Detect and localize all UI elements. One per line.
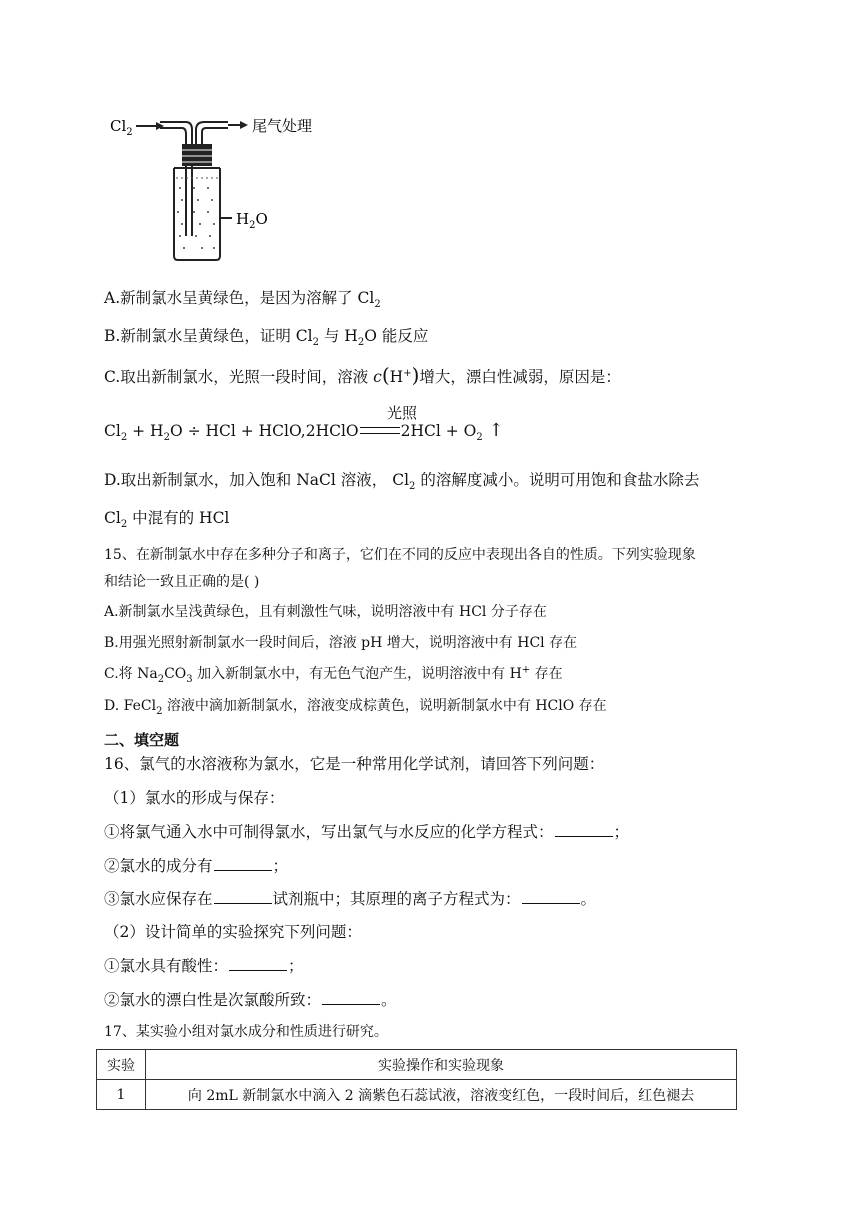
q16-part1: （1）氯水的形成与保存： <box>104 789 285 807</box>
q14-equation: 光照 $Cl_2 + H_2O$ ÷ HCl + HClO,2HClO $2HCl + O_2$ ↑ <box>104 404 504 444</box>
table-cell: 1 <box>97 1080 146 1110</box>
answer-blank <box>522 889 580 904</box>
table-cell: 向 2mL 新制氯水中滴入 2 滴紫色石蕊试液，溶液变红色，一段时间后，红色褪去 <box>146 1080 737 1110</box>
q15-option-b: B.用强光照射新制氯水一段时间后，溶液 pH 增大，说明溶液中有 HCl 存在 <box>104 635 578 651</box>
inlet-label: $Cl_2$ <box>110 117 133 138</box>
inlet-tube <box>160 122 192 236</box>
answer-blank <box>322 990 380 1005</box>
q15-option-a: A.新制氯水呈浅黄绿色，且有刺激性气味，说明溶液中有 HCl 分子存在 <box>104 604 547 620</box>
liquid-dots <box>177 187 215 249</box>
liquid-label: $H_2O$ <box>236 210 268 231</box>
q16-item2: ②氯水的成分有 ； <box>104 857 289 875</box>
q16-item3: ③氯水应保存在 试剂瓶中；其原理的离子方程式为： 。 <box>104 890 597 908</box>
q15-option-c: C.将 $Na_2CO_3$ 加入新制氯水中，有无色气泡产生，说明溶液中有 H+ 存在 <box>104 664 563 685</box>
q14-option-a: A.新制氯水呈黄绿色，是因为溶解了 $Cl_2$ <box>104 289 381 311</box>
answer-blank <box>229 956 287 971</box>
q14-option-b: B.新制氯水呈黄绿色，证明 $Cl_2$ 与 $H_2O$ 能反应 <box>104 327 429 349</box>
experiment-table <box>96 1049 737 1110</box>
equation-condition: 光照 <box>387 404 418 422</box>
q16-item4: ①氯水具有酸性： ； <box>104 957 304 975</box>
q16-item5: ②氯水的漂白性是次氯酸所致： 。 <box>104 991 397 1009</box>
table-header-cell: 实验 <box>97 1050 146 1080</box>
q14-option-d-line1: D.取出新制氯水，加入饱和 NaCl 溶液， $Cl_2$ 的溶解度减小。说明可用饱和食盐水除去 <box>104 471 700 493</box>
table-row <box>97 1080 737 1110</box>
q16-stem: 16、氯气的水溶液称为氯水，它是一种常用化学试剂，请回答下列问题： <box>104 755 605 773</box>
table-header-cell: 实验操作和实验现象 <box>146 1050 737 1080</box>
equation-double-line <box>360 427 400 434</box>
q16-part2: （2）设计简单的实验探究下列问题： <box>104 923 362 941</box>
gas-washing-bottle-diagram <box>108 108 348 268</box>
rubber-stopper <box>182 144 212 166</box>
q15-stem-2: 和结论一致且正确的是( ) <box>104 574 260 590</box>
q15-stem-1: 15、在新制氯水中存在多种分子和离子，它们在不同的反应中表现出各自的性质。下列实验现象 <box>104 547 696 563</box>
q15-option-d: D. FeCl$_2$ 溶液中滴加新制氯水，溶液变成棕黄色，说明新制氯水中有 HClO 存在 <box>104 698 607 717</box>
q17-stem: 17、某实验小组对氯水成分和性质进行研究。 <box>104 1024 388 1040</box>
table-header-row <box>97 1050 737 1080</box>
section-title: 二、填空题 <box>104 731 180 749</box>
q16-item1: ①将氯气通入水中可制得氯水，写出氯气与水反应的化学方程式： ； <box>104 823 630 841</box>
bottle <box>174 168 220 260</box>
answer-blank <box>555 822 613 837</box>
q14-option-d-line2: $Cl_2$ 中混有的 HCl <box>104 509 230 531</box>
answer-blank <box>214 856 272 871</box>
answer-blank <box>214 889 272 904</box>
q14-option-c: C.取出新制氯水，光照一段时间，溶液 c(H+)增大，漂白性减弱，原因是： <box>104 363 621 387</box>
outlet-label: 尾气处理 <box>252 117 313 135</box>
